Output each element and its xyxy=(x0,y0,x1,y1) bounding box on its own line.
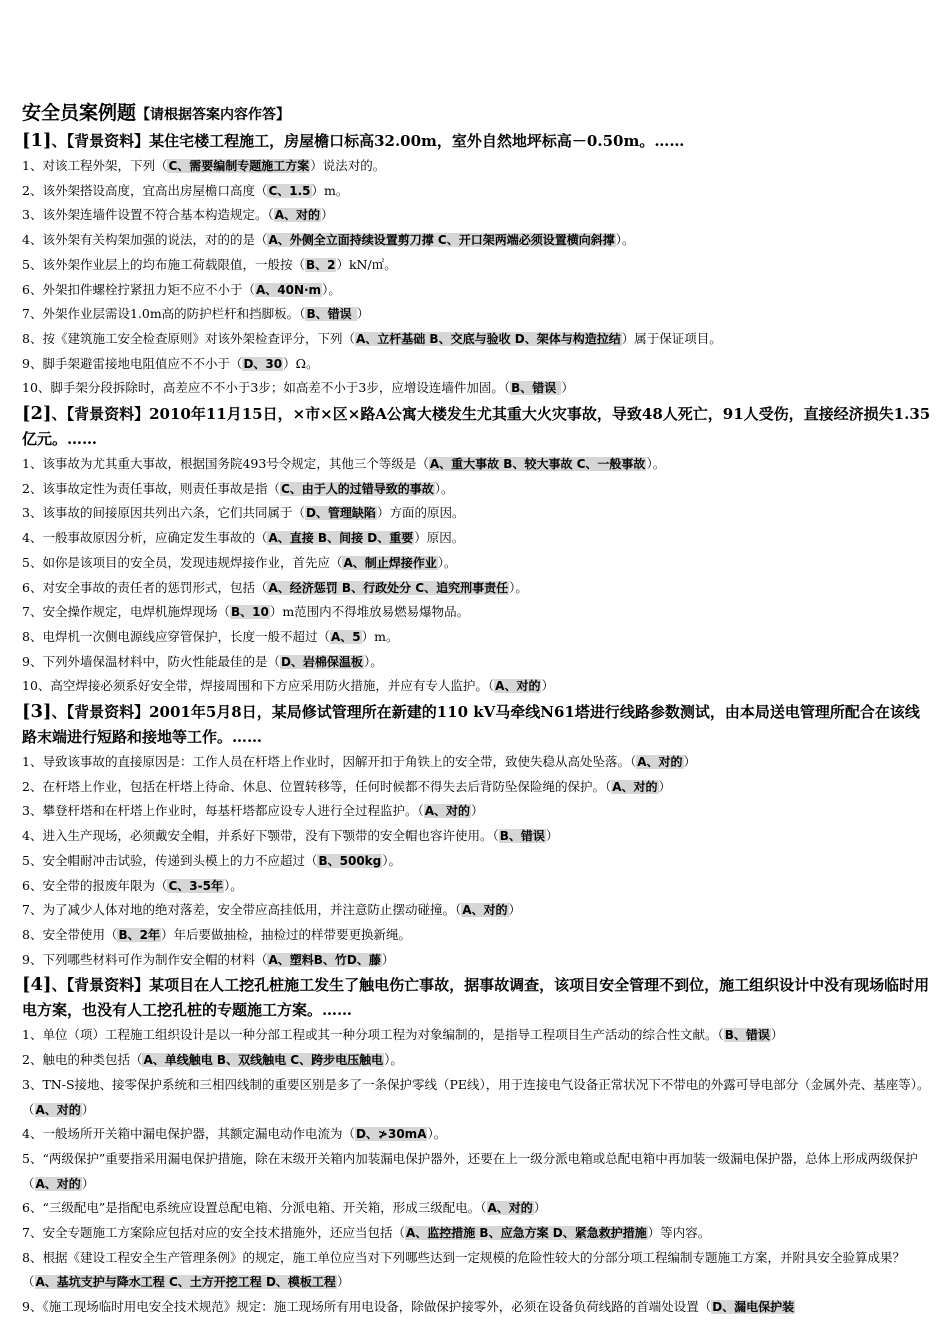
answer-highlight: A、经济惩罚 B、行政处分 C、追究刑事责任 xyxy=(268,580,509,595)
answer-highlight: B、错误 xyxy=(306,307,356,322)
answer-highlight: A、对的 xyxy=(495,679,541,694)
question-suffix: ） xyxy=(561,380,574,396)
section-number: [2] xyxy=(22,403,52,425)
document-title xyxy=(22,100,932,128)
question-text: 1、该事故为尤其重大事故，根据国务院493号令规定，其他三个等级是（ xyxy=(22,456,429,472)
question-suffix: ） xyxy=(356,306,370,322)
question-suffix: ） xyxy=(658,778,672,794)
question-suffix: ） xyxy=(81,1101,95,1117)
background-label: 、【背景资料】 xyxy=(51,976,150,995)
answer-highlight: A、对的 xyxy=(487,1201,533,1216)
question-item xyxy=(22,376,932,401)
section-number: [3] xyxy=(22,701,52,723)
answer-highlight: C、由于人的过错导致的事故 xyxy=(280,481,434,496)
question-text: 6、对安全事故的责任者的惩罚形式，包括（ xyxy=(22,579,268,595)
question-text: 5、如你是该项目的安全员，发现违规焊接作业，首先应（ xyxy=(22,554,343,570)
question-suffix: ）。 xyxy=(363,653,383,669)
question-suffix: ） xyxy=(508,902,522,918)
background-label: 、【背景资料】 xyxy=(51,703,150,722)
question-suffix: ） xyxy=(545,828,559,844)
answer-highlight: A、立杆基础 B、交底与验收 D、架体与构造拉结 xyxy=(355,331,621,346)
background-text: 2001年5月8日，某局修试管理所在新建的110 kV马牵线N61塔进行线路参数测试，由本局送电管理所配合在该线路末端进行短路和接地等工作。…… xyxy=(22,703,920,747)
answer-highlight: A、对的 xyxy=(637,755,683,770)
answer-highlight: A、对的 xyxy=(462,903,508,918)
question-text: 8、安全带使用（ xyxy=(22,926,118,942)
question-item xyxy=(22,179,932,204)
question-text: 8、根据《建设工程安全生产管理条例》的规定，施工单位应当对下列哪些达到一定规模的危险性较大的分部分项工程编制专题施工方案，并附具安全验算成果？（ xyxy=(22,1249,905,1290)
question-text: 10、脚手架分段拆除时，高差应不不小于3步；如高差不小于3步，应增设连墙件加固。（ xyxy=(22,380,511,396)
section-heading xyxy=(22,699,932,750)
question-item xyxy=(22,576,932,601)
question-text: 5、“两级保护”重要指采用漏电保护措施，除在末级开关箱内加装漏电保护器外，还要在上一级分派电箱或总配电箱中再加装一级漏电保护器，总体上形成两级保护（ xyxy=(22,1150,918,1191)
answer-highlight: B、错误 xyxy=(724,1028,770,1043)
question-text: 1、导致该事故的直接原因是：工作人员在杆塔上作业时，因解开扣于角铁上的安全带，致使失稳从高处坠落。（ xyxy=(22,754,637,770)
question-suffix: ） xyxy=(471,803,484,819)
question-suffix: ）属于保证项目。 xyxy=(621,330,722,346)
question-suffix: ） xyxy=(81,1175,95,1191)
answer-highlight: A、对的 xyxy=(424,804,471,819)
question-text: 7、安全专题施工方案除应包括对应的安全技术措施外，还应当包括（ xyxy=(22,1225,405,1241)
question-suffix: ） xyxy=(683,754,697,770)
answer-highlight: A、对的 xyxy=(35,1102,81,1117)
title-text: 安全员案例题 xyxy=(22,102,137,124)
question-item xyxy=(22,1246,932,1295)
question-text: 7、为了减少人体对地的绝对落差，安全带应高挂低用，并注意防止摆动碰撞。（ xyxy=(22,902,462,918)
answer-highlight: C、3-5年 xyxy=(168,878,223,893)
question-suffix: ）方面的原因。 xyxy=(376,505,465,521)
question-suffix: ） xyxy=(336,1274,350,1290)
question-text: 7、外架作业层需设1.0m高的防护栏杆和挡脚板。（ xyxy=(22,306,306,322)
answer-highlight: D、岩棉保温板 xyxy=(280,654,363,669)
background-label: 、【背景资料】 xyxy=(51,132,150,150)
section-heading xyxy=(22,972,932,1023)
background-label: 、【背景资料】 xyxy=(51,405,150,424)
question-item xyxy=(22,948,932,973)
question-text: 3、该外架连墙件设置不符合基本构造规定。（ xyxy=(22,207,274,223)
question-item xyxy=(22,650,932,675)
section-heading xyxy=(22,128,932,154)
answer-highlight: B、10 xyxy=(230,605,269,620)
question-suffix: ）Ω。 xyxy=(283,355,319,371)
answer-highlight: D、30 xyxy=(243,356,283,371)
question-text: 7、安全操作规定，电焊机施焊现场（ xyxy=(22,604,230,620)
answer-highlight: A、单线触电 B、双线触电 C、跨步电压触电 xyxy=(143,1053,384,1068)
question-item xyxy=(22,750,932,775)
answer-highlight: A、对的 xyxy=(612,779,658,794)
question-suffix: ）。 xyxy=(427,1126,447,1142)
answer-highlight: B、错误 xyxy=(511,381,561,396)
question-suffix: ）kN/㎡。 xyxy=(336,256,397,272)
question-item xyxy=(22,1147,932,1196)
question-suffix: ） xyxy=(541,678,554,694)
answer-highlight: D、管理缺陷 xyxy=(305,506,376,521)
question-text: 8、电焊机一次侧电源线应穿管保护，长度一般不超过（ xyxy=(22,628,330,644)
question-item xyxy=(22,1048,932,1073)
question-item xyxy=(22,898,932,923)
answer-highlight: A、对的 xyxy=(35,1176,81,1191)
section-number: [4] xyxy=(22,974,52,996)
question-text: 10、高空焊接必须系好安全带，焊接周围和下方应采用防火措施，并应有专人监护。（ xyxy=(22,678,495,694)
question-suffix: ）。 xyxy=(384,1052,403,1068)
answer-highlight: B、500kg xyxy=(318,853,382,868)
question-item xyxy=(22,526,932,551)
question-item xyxy=(22,352,932,377)
question-suffix: ） xyxy=(770,1027,784,1043)
question-text: 3、该事故的间接原因共列出六条，它们共同属于（ xyxy=(22,505,305,521)
question-text: 1、对该工程外架，下列（ xyxy=(22,158,168,173)
question-suffix: ）说法对的。 xyxy=(310,158,386,173)
question-text: 1、单位（项）工程施工组织设计是以一种分部工程或其一种分项工程为对象编制的，是指导工程项目生产活动的综合性文献。（ xyxy=(22,1027,724,1043)
question-text: 2、触电的种类包括（ xyxy=(22,1052,143,1068)
question-suffix: ）。 xyxy=(223,877,243,893)
question-suffix: ）。 xyxy=(646,456,666,472)
question-text: 8、按《建筑施工安全检查原则》对该外架检查评分，下列（ xyxy=(22,330,355,346)
answer-highlight: A、基坑支护与降水工程 C、土方开挖工程 D、模板工程 xyxy=(35,1275,336,1290)
question-item xyxy=(22,824,932,849)
question-item xyxy=(22,1073,932,1122)
answer-highlight: B、错误 xyxy=(499,829,545,844)
question-text: 2、该外架搭设高度，宜高出房屋檐口高度（ xyxy=(22,182,268,198)
question-text: 5、安全帽耐冲击试验，传递到头模上的力不应超过（ xyxy=(22,852,318,868)
question-suffix: ） xyxy=(321,207,334,223)
question-item xyxy=(22,775,932,800)
question-suffix: ）。 xyxy=(434,480,454,496)
background-text: 某项目在人工挖孔桩施工发生了触电伤亡事故，据事故调查，该项目安全管理不到位，施工组织设计中没有现场临时用电方案，也没有人工挖孔桩的专题施工方案。…… xyxy=(22,976,930,1020)
question-suffix: ）。 xyxy=(322,281,341,297)
question-text: 2、在杆塔上作业，包括在杆塔上待命、休息、位置转移等，任何时候都不得失去后背防坠保险绳的保护。（ xyxy=(22,778,612,794)
question-item xyxy=(22,228,932,253)
answer-highlight: A、监控措施 B、应急方案 D、紧急救护措施 xyxy=(405,1226,647,1241)
answer-highlight: D、漏电保护装 xyxy=(712,1300,795,1315)
background-text: 2010年11月15日，×市×区×路A公寓大楼发生尤其重大火灾事故，导致48人死亡，91人受伤，直接经济损失1.35亿元。…… xyxy=(22,405,931,449)
question-item xyxy=(22,625,932,650)
question-item xyxy=(22,1295,932,1320)
question-text: 9、下列外墙保温材料中，防火性能最佳的是（ xyxy=(22,653,280,669)
question-item xyxy=(22,327,932,352)
answer-highlight: C、需要编制专题施工方案 xyxy=(168,159,310,173)
question-item xyxy=(22,477,932,502)
answer-highlight: A、对的 xyxy=(274,208,321,223)
question-suffix: ） xyxy=(381,951,395,967)
question-text: 9、下列哪些材料可作为制作安全帽的材料（ xyxy=(22,951,268,967)
question-item xyxy=(22,452,932,477)
question-suffix: ）。 xyxy=(437,554,457,570)
question-text: 6、外架扣件螺栓拧紧扭力矩不应不小于（ xyxy=(22,281,255,297)
question-text: 4、进入生产现场，必须戴安全帽，并系好下颚带，没有下颚带的安全帽也容许使用。（ xyxy=(22,828,499,844)
question-text: 9、《施工现场临时用电安全技术规范》规定：施工现场所有用电设备，除做保护接零外，必须在设备负荷线路的首端处设置（ xyxy=(22,1299,712,1315)
question-item xyxy=(22,302,932,327)
answer-highlight: A、外侧全立面持续设置剪刀撑 C、开口架两端必须设置横向斜撑 xyxy=(268,233,615,248)
question-suffix: ）m范围内不得堆放易燃易爆物品。 xyxy=(269,604,470,620)
question-suffix: ）。 xyxy=(615,232,635,248)
question-item xyxy=(22,1122,932,1147)
question-text: 4、一般场所开关箱中漏电保护器，其额定漏电动作电流为（ xyxy=(22,1126,355,1142)
document-page xyxy=(22,100,932,1320)
question-text: 4、一般事故原因分析，应确定发生事故的（ xyxy=(22,530,268,546)
question-suffix: ）m。 xyxy=(361,628,399,644)
question-text: 9、脚手架避雷接地电阻值应不不小于（ xyxy=(22,355,243,371)
section-heading xyxy=(22,401,932,452)
question-suffix: ）。 xyxy=(509,579,528,595)
question-item xyxy=(22,674,932,699)
question-text: 3、攀登杆塔和在杆塔上作业时，每基杆塔都应设专人进行全过程监护。（ xyxy=(22,803,424,819)
question-text: 6、“三级配电”是指配电系统应设置总配电箱、分派电箱、开关箱，形成三级配电。（ xyxy=(22,1200,487,1216)
question-suffix: ） xyxy=(533,1200,547,1216)
answer-highlight: A、5 xyxy=(330,629,361,644)
sections-container xyxy=(22,128,932,1320)
question-item xyxy=(22,799,932,824)
question-text: 4、该外架有关构架加强的说法，对的的是（ xyxy=(22,232,268,248)
question-item xyxy=(22,278,932,303)
question-item xyxy=(22,600,932,625)
question-item xyxy=(22,501,932,526)
title-note: 【请根据答案内容作答】 xyxy=(136,107,291,123)
question-item xyxy=(22,551,932,576)
question-item xyxy=(22,1221,932,1246)
question-item xyxy=(22,154,932,179)
section-number: [1] xyxy=(22,130,52,151)
answer-highlight: D、≯30mA xyxy=(355,1127,427,1142)
question-item xyxy=(22,1196,932,1221)
question-text: 2、该事故定性为责任事故，则责任事故是指（ xyxy=(22,480,280,496)
question-suffix: ）等内容。 xyxy=(647,1225,711,1241)
question-item xyxy=(22,849,932,874)
question-suffix: ）。 xyxy=(382,852,402,868)
background-text: 某住宅楼工程施工，房屋檐口标高32.00m，室外自然地坪标高－0.50m。…… xyxy=(149,132,685,150)
answer-highlight: A、制止焊接作业 xyxy=(343,555,437,570)
question-suffix: ）原因。 xyxy=(414,530,465,546)
answer-highlight: A、塑料B、竹D、藤 xyxy=(268,952,381,967)
question-suffix: ）年后要做抽检，抽检过的样带要更换新绳。 xyxy=(160,926,411,942)
question-text: 5、该外架作业层上的均布施工荷载限值，一般按（ xyxy=(22,256,305,272)
question-item xyxy=(22,874,932,899)
question-item xyxy=(22,253,932,278)
question-item xyxy=(22,923,932,948)
answer-highlight: A、40N·m xyxy=(255,282,322,297)
answer-highlight: B、2 xyxy=(305,257,336,272)
question-text: 6、安全带的报废年限为（ xyxy=(22,877,168,893)
question-item xyxy=(22,203,932,228)
answer-highlight: C、1.5 xyxy=(268,183,311,198)
question-text: 3、TN-S接地、接零保护系统和三相四线制的重要区别是多了一条保护零线（PE线），用于连接电气设备正常状况下不带电的外露可导电部分（金属外壳、基座等）。（ xyxy=(22,1076,930,1117)
answer-highlight: B、2年 xyxy=(118,927,160,942)
answer-highlight: A、重大事故 B、较大事故 C、一般事故 xyxy=(429,457,646,472)
question-item xyxy=(22,1023,932,1048)
question-suffix: ）m。 xyxy=(311,182,349,198)
answer-highlight: A、直接 B、间接 D、重要 xyxy=(268,531,414,546)
